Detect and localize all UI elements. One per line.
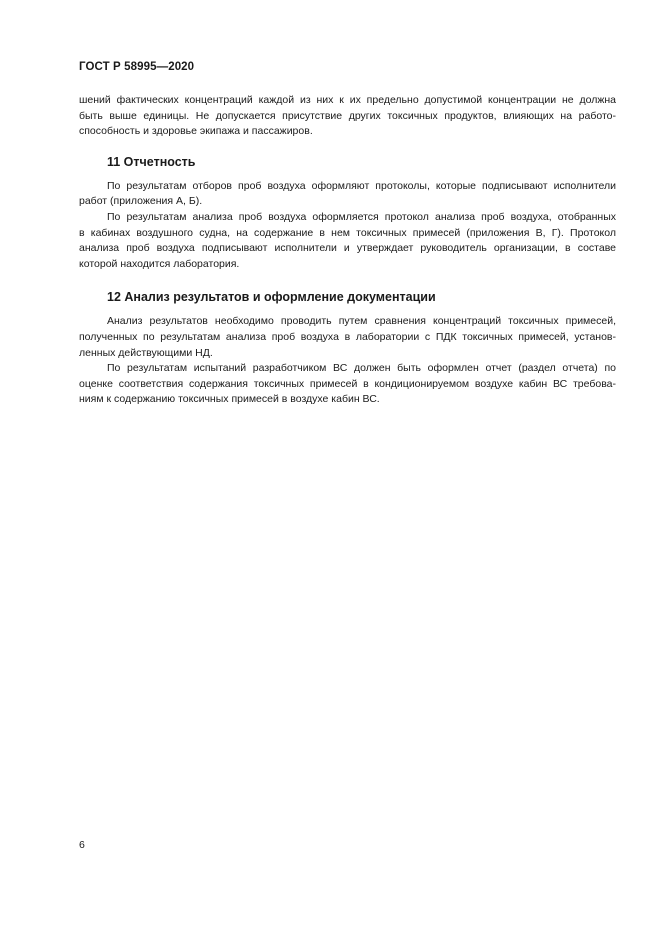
text-line: шений фактических концентраций каждой из них к их предельно допустимой концентрации не должна — [79, 94, 616, 106]
section-11-heading: 11 Отчетность — [107, 154, 196, 169]
text-line: быть выше единицы. Не допускается присутствие других токсичных продуктов, влияющих на работо- — [79, 109, 616, 122]
section-12-heading: 12 Анализ результатов и оформление документации — [107, 290, 436, 305]
text-line: По результатам отборов проб воздуха оформляют протоколы, которые подписывают исполнители — [107, 179, 616, 192]
text-line: способность и здоровье экипажа и пассажиров. — [79, 125, 313, 138]
document-body — [79, 93, 616, 408]
text-line: которой находится лаборатория. — [79, 257, 240, 270]
text-line: работ (приложения А, Б). — [79, 195, 203, 208]
text-line: По результатам анализа проб воздуха оформляется протокол анализа проб воздуха, отобранных — [107, 210, 616, 223]
page-number: 6 — [79, 839, 85, 851]
section-11-paragraph-1 — [79, 179, 616, 210]
document-code-header: ГОСТ Р 58995—2020 — [79, 61, 195, 73]
section-11-paragraph-2 — [79, 210, 616, 272]
section-12-paragraph-1 — [79, 314, 616, 361]
text-line: По результатам испытаний разработчиком ВС должен быть оформлен отчет (раздел отчета) по — [107, 362, 616, 375]
text-line: в кабинах воздушного судна, на содержание в нем токсичных примесей (приложения В, Г). Протокол — [79, 226, 616, 239]
text-line: ниям к содержанию токсичных примесей в воздухе кабин ВС. — [79, 393, 380, 406]
intro-paragraph — [79, 93, 616, 140]
text-line: оценке соответствия содержания токсичных примесей в кондиционируемом воздухе кабин ВС требова- — [79, 377, 616, 390]
section-12-paragraph-2 — [79, 361, 616, 408]
text-line: ленных действующими НД. — [79, 346, 213, 359]
text-line: анализа проб воздуха подписывают исполнители и утверждает руководитель организации, в составе — [79, 242, 616, 255]
text-line: Анализ результатов необходимо проводить путем сравнения концентраций токсичных примесей, — [107, 315, 616, 328]
text-line: полученных по результатам анализа проб воздуха в лаборатории с ПДК токсичных примесей, установ- — [79, 330, 616, 343]
